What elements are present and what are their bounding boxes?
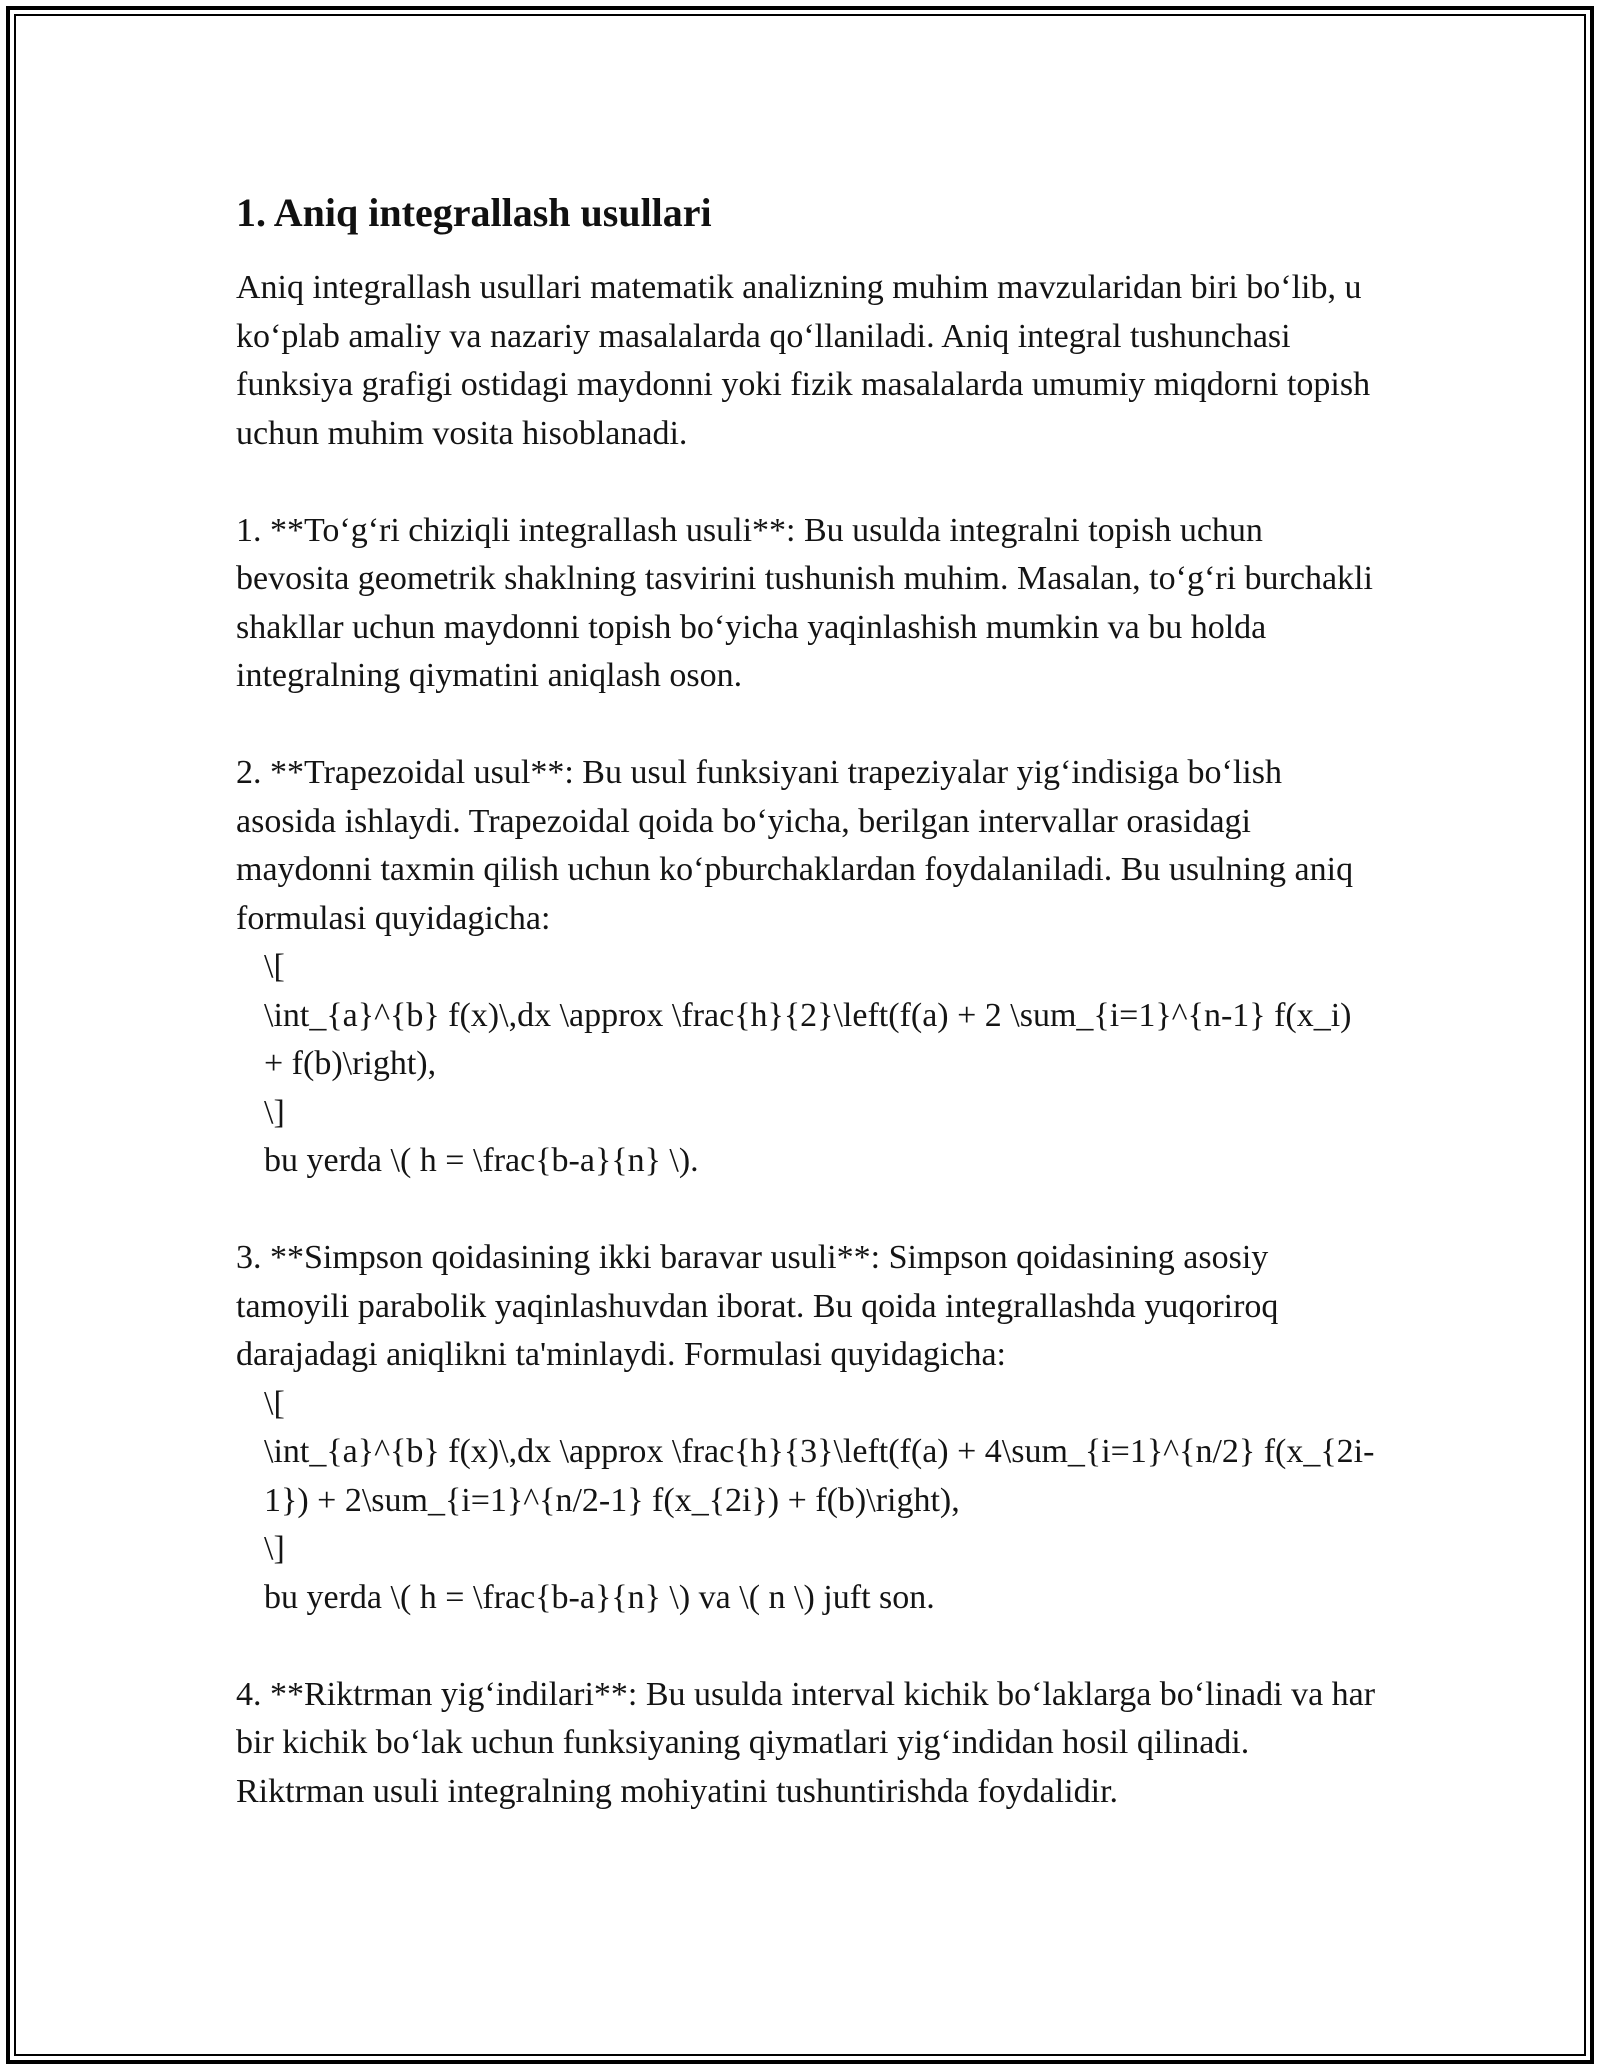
intro-paragraph: Aniq integrallash usullari matematik analizning muhim mavzularidan biri bo‘lib, u ko‘plab amaliy va nazariy masalalarda qo‘llaniladi. Aniq integral tushunchasi funksiya grafigi ostidagi maydonni yoki fizik masalalarda umumiy miqdorni topish uchun muhim vosita hisoblanadi. — [236, 269, 1371, 452]
method-2-block — [236, 749, 1376, 1186]
method-3-formula-close: \] — [264, 1530, 285, 1567]
paragraph-gap — [236, 1186, 1376, 1235]
paragraph-gap — [236, 701, 1376, 750]
method-3-formula-open: \[ — [264, 1384, 285, 1422]
method-3-block — [236, 1234, 1376, 1622]
method-4-paragraph: 4. **Riktrman yig‘indilari**: Bu usulda interval kichik bo‘laklarga bo‘linadi va har bir kichik bo‘lak uchun funksiyaning qiymatlari yig‘indidan hosil qilinadi. Riktrman usuli integralning mohiyatini tushuntirishda foydalidir. — [236, 1675, 1376, 1810]
method-2-note: bu yerda \( h = \frac{b-a}{n} \). — [264, 1142, 699, 1179]
method-2-formula-open: \[ — [264, 948, 285, 985]
document-title: 1. Aniq integrallash usullari — [236, 190, 712, 235]
method-2-formula: \int_{a}^{b} f(x)\,dx \approx \frac{h}{2}\left(f(a) + 2 \sum_{i=1}^{n-1} f(x_i) + f(b)\right), — [264, 996, 1352, 1082]
document-body — [236, 186, 1376, 1816]
method-3-paragraph: 3. **Simpson qoidasining ikki baravar usuli**: Simpson qoidasining asosiy tamoyili parabolik yaqinlashuvdan iborat. Bu qoida integrallashda yuqoriroq darajadagi aniqlikni ta'minlaydi. Formulasi quyidagicha: — [236, 1239, 1279, 1373]
method-3-formula: \int_{a}^{b} f(x)\,dx \approx \frac{h}{3}\left(f(a) + 4\sum_{i=1}^{n/2} f(x_{2i-1}) + 2\sum_{i=1}^{n/2-1} f(x_{2i}) + f(b)\right), — [264, 1433, 1375, 1519]
paragraph-gap — [236, 1622, 1376, 1671]
paragraph-gap — [236, 458, 1376, 507]
method-3-note: bu yerda \( h = \frac{b-a}{n} \) va \( n \) juft son. — [264, 1578, 935, 1616]
method-2-paragraph: 2. **Trapezoidal usul**: Bu usul funksiyani trapeziyalar yig‘indisiga bo‘lish asosida ishlaydi. Trapezoidal qoida bo‘yicha, berilgan intervallar orasidagi maydonni taxmin qilish uchun ko‘pburchaklardan foydalaniladi. Bu usulning aniq formulasi quyidagicha: — [236, 754, 1354, 937]
method-1-paragraph: 1. **To‘g‘ri chiziqli integrallash usuli**: Bu usulda integralni topish uchun bevosita geometrik shaklning tasvirini tushunish muhim. Masalan, to‘g‘ri burchakli shakllar uchun maydonni topish bo‘yicha yaqinlashish mumkin va bu holda integralning qiymatini aniqlash oson. — [236, 511, 1373, 694]
method-2-formula-close: \] — [264, 1093, 285, 1131]
